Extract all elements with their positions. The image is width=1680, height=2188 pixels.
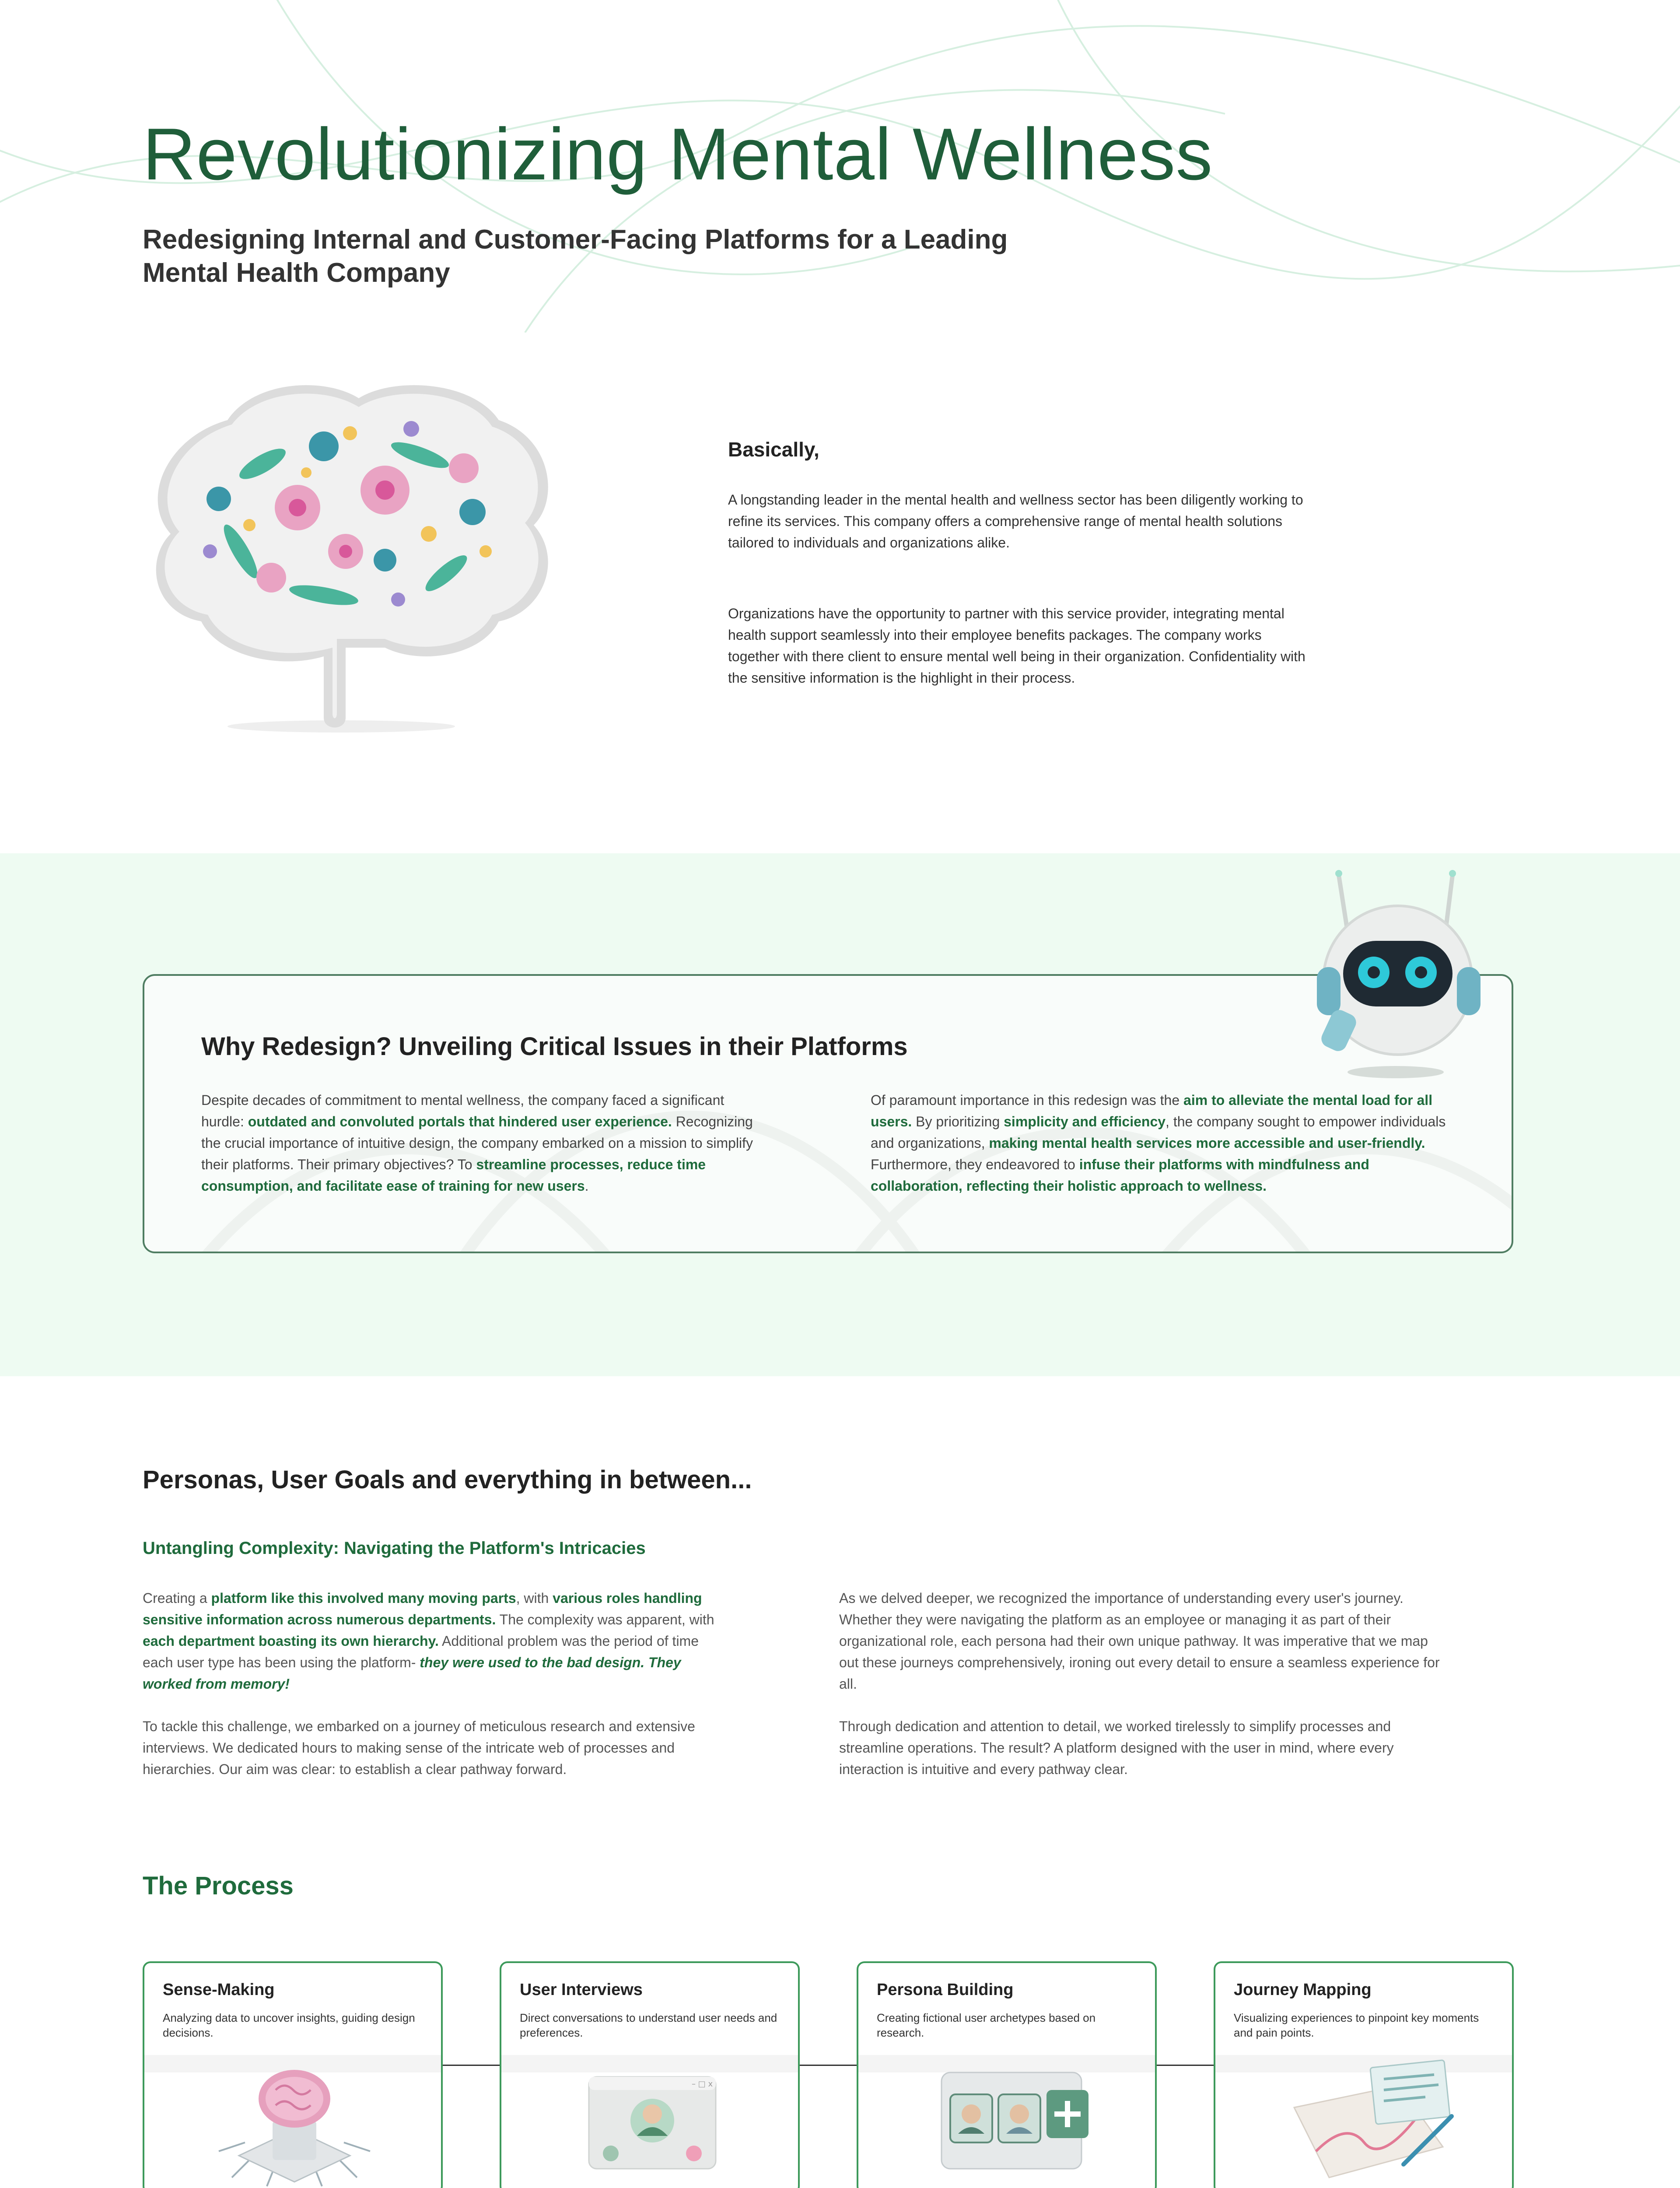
process-card-persona-building: [857, 1961, 1157, 2188]
process-title: The Process: [143, 1872, 294, 1900]
process-card-journey-mapping: [1214, 1961, 1514, 2188]
intro-paragraph-1: A longstanding leader in the mental health and wellness sector has been diligently working to refine its services. This company offers a comprehensive range of mental health solutions tailored to individuals and organizations alike.: [728, 492, 1303, 551]
personas-left-paragraph-1: [143, 1588, 724, 1695]
personas-right-paragraph-2: Through dedication and attention to detail, we worked tirelessly to simplify processes and streamline operations. The result? A platform designed with the user in mind, where every interaction is intuitive and every pathway clear.: [839, 1718, 1394, 1777]
highlighted-text: making mental health services more accessible and user-friendly.: [989, 1135, 1425, 1151]
why-redesign-right-text: [871, 1090, 1457, 1197]
intro-heading: Basically,: [728, 438, 819, 461]
highlighted-text: each department boasting its own hierarchy.: [143, 1633, 439, 1649]
body-text: Additional problem was the period of time each user type has been using the platform-: [143, 1633, 699, 1670]
connector-line: [1157, 2065, 1214, 2066]
connector-line: [800, 2065, 858, 2066]
robot-mascot-illustration: [1308, 858, 1492, 1085]
highlighted-text: simplicity and efficiency: [1004, 1114, 1166, 1129]
highlighted-text: infuse their platforms with mindfulness and collaboration, reflecting their holistic approach to wellness.: [871, 1157, 1369, 1194]
personas-subtitle: Untangling Complexity: Navigating the Platform's Intricacies: [143, 1539, 646, 1558]
floral-brain-illustration: [140, 368, 569, 735]
body-text: Of paramount importance in this redesign was the: [871, 1092, 1184, 1108]
intro-paragraph-2: Organizations have the opportunity to partner with this service provider, integrating mental health support seamlessly into their employee benefits packages. The company works together with there client to ensure mental well being in their organization. Confidentiality with the sensitive information is the highlight in their process.: [728, 606, 1306, 686]
page-title: Revolutionizing Mental Wellness: [143, 113, 1213, 195]
map-chart-icon: [1215, 2046, 1514, 2188]
process-card-title: Sense-Making: [163, 1981, 275, 1999]
personas-right-column: [839, 1588, 1443, 1780]
body-text: By prioritizing: [912, 1114, 1004, 1129]
connector-line: [443, 2065, 500, 2066]
body-text: .: [584, 1178, 589, 1194]
page-subtitle: Redesigning Internal and Customer-Facing Platforms for a Leading Mental Health Company: [143, 224, 1008, 288]
process-card-description: Analyzing data to uncover insights, guiding design decisions.: [163, 2011, 415, 2039]
personas-left-column: [143, 1588, 724, 1780]
brain-chip-icon: [144, 2046, 443, 2188]
video-call-icon: [501, 2046, 800, 2188]
highlighted-text: aim to alleviate the mental load for all users.: [871, 1092, 1433, 1129]
personas-right-paragraph-1: As we delved deeper, we recognized the importance of understanding every user's journey. Whether they were navigating the platform as an employee or managing it as part of their organizational role, each persona had their own unique pathway. It was imperative that we map out these journeys comprehensively, ironing out every detail to ensure a seamless experience for all.: [839, 1590, 1440, 1692]
process-card-description: Creating fictional user archetypes based on research.: [877, 2011, 1096, 2039]
why-redesign-left-text: [201, 1090, 770, 1197]
body-text: , with: [516, 1590, 553, 1606]
personas-left-paragraph-2: To tackle this challenge, we embarked on a journey of meticulous research and extensive interviews. We dedicated hours to making sense of the intricate web of processes and hierarchies. Our aim was clear: to establish a clear pathway forward.: [143, 1718, 695, 1777]
highlighted-text: streamline processes, reduce time consumption, and facilitate ease of training for new users: [201, 1157, 706, 1194]
hero-section: [0, 0, 1680, 853]
process-card-description: Direct conversations to understand user needs and preferences.: [520, 2011, 777, 2039]
body-text: Creating a: [143, 1590, 211, 1606]
svg-text:– □ x: – □ x: [692, 2079, 713, 2089]
why-redesign-title: Why Redesign? Unveiling Critical Issues in their Platforms: [201, 1032, 908, 1061]
body-text: The complexity was apparent, with: [496, 1612, 714, 1627]
personas-title: Personas, User Goals and everything in between...: [143, 1466, 752, 1494]
process-card-title: User Interviews: [520, 1981, 643, 1999]
process-card-description: Visualizing experiences to pinpoint key moments and pain points.: [1234, 2011, 1479, 2039]
process-card-title: Journey Mapping: [1234, 1981, 1372, 1999]
body-text: Furthermore, they endeavored to: [871, 1157, 1079, 1172]
highlighted-text: various roles handling sensitive information across numerous departments.: [143, 1590, 702, 1627]
process-card-sense-making: [143, 1961, 443, 2188]
highlighted-text: platform like this involved many moving parts: [211, 1590, 516, 1606]
process-card-user-interviews: [500, 1961, 800, 2188]
persona-cards-icon: [858, 2046, 1157, 2188]
body-text: , the company sought to empower individuals and organizations,: [871, 1114, 1446, 1151]
process-card-title: Persona Building: [877, 1981, 1014, 1999]
highlighted-text: outdated and convoluted portals that hindered user experience.: [248, 1114, 672, 1129]
body-text: Recognizing the crucial importance of intuitive design, the company embarked on a mission to simplify their platforms. Their primary objectives? To: [201, 1114, 753, 1172]
body-text: Despite decades of commitment to mental wellness, the company faced a significant hurdle:: [201, 1092, 724, 1129]
highlighted-text: they were used to the bad design. They worked from memory!: [143, 1655, 681, 1692]
